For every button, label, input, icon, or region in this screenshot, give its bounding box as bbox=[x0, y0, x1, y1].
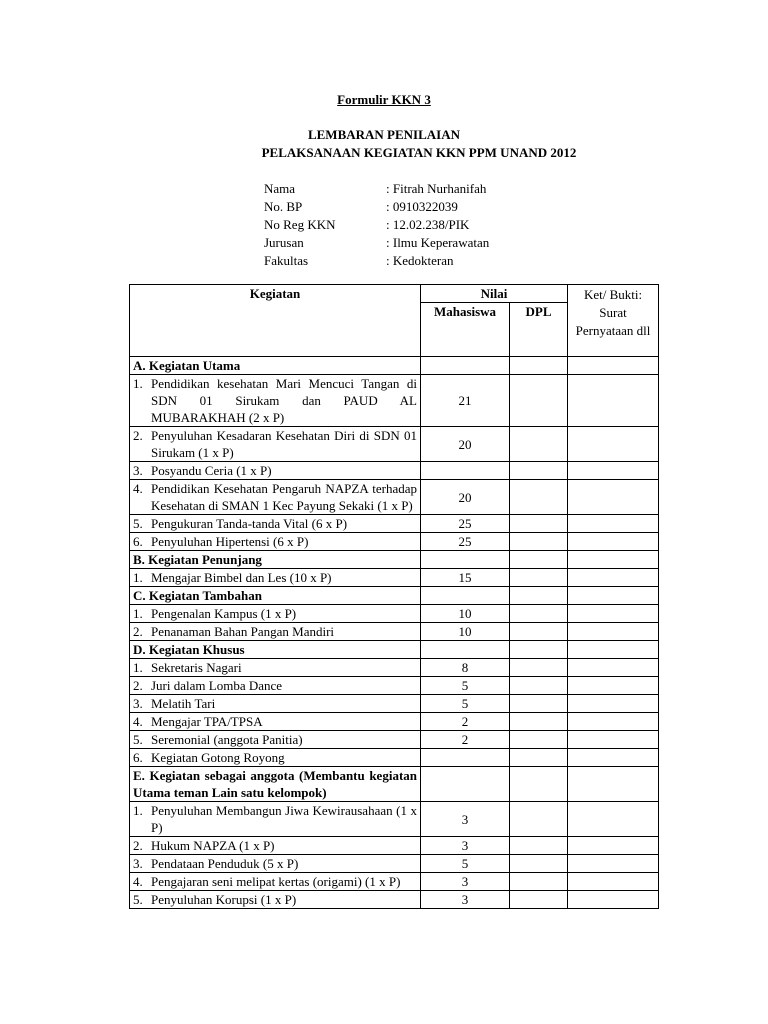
ket-cell bbox=[568, 623, 659, 641]
item-text: Penanaman Bahan Pangan Mandiri bbox=[151, 624, 335, 639]
table-row bbox=[130, 802, 659, 837]
item-number: 1. bbox=[133, 606, 143, 621]
activity-cell bbox=[130, 659, 421, 677]
identity-row-nama bbox=[264, 180, 489, 198]
identity-row-bp bbox=[264, 198, 489, 216]
activity-cell bbox=[130, 873, 421, 891]
identity-label: Nama bbox=[264, 181, 296, 196]
empty-cell bbox=[568, 641, 659, 659]
mahasiswa-score bbox=[421, 462, 510, 480]
empty-cell bbox=[568, 551, 659, 569]
mahasiswa-score: 3 bbox=[421, 891, 510, 909]
item-text: Mengajar Bimbel dan Les (10 x P) bbox=[151, 570, 332, 585]
table-row bbox=[130, 749, 659, 767]
ket-cell bbox=[568, 375, 659, 427]
header-ket: Ket/ Bukti: Surat Pernyataan dll bbox=[568, 285, 659, 357]
ket-cell bbox=[568, 427, 659, 462]
identity-label: No. BP bbox=[264, 199, 303, 214]
item-number: 5. bbox=[133, 516, 143, 531]
mahasiswa-score: 10 bbox=[421, 605, 510, 623]
empty-cell bbox=[510, 767, 568, 802]
dpl-score bbox=[510, 802, 568, 837]
item-text: Melatih Tari bbox=[151, 696, 216, 711]
table-row bbox=[130, 462, 659, 480]
section-row bbox=[130, 767, 659, 802]
ket-cell bbox=[568, 569, 659, 587]
mahasiswa-score: 3 bbox=[421, 802, 510, 837]
item-number: 1. bbox=[133, 376, 143, 391]
mahasiswa-score: 3 bbox=[421, 873, 510, 891]
mahasiswa-score: 15 bbox=[421, 569, 510, 587]
table-row bbox=[130, 605, 659, 623]
activity-cell bbox=[130, 605, 421, 623]
item-number: 1. bbox=[133, 570, 143, 585]
item-text: Sekretaris Nagari bbox=[151, 660, 242, 675]
item-number: 4. bbox=[133, 481, 143, 496]
item-number: 1. bbox=[133, 660, 143, 675]
table-header-row bbox=[130, 285, 659, 303]
identity-label: Jurusan bbox=[264, 235, 304, 250]
form-label: Formulir KKN 3 bbox=[337, 92, 431, 107]
item-number: 1. bbox=[133, 803, 143, 818]
table-row bbox=[130, 677, 659, 695]
empty-cell bbox=[510, 357, 568, 375]
ket-cell bbox=[568, 855, 659, 873]
empty-cell bbox=[421, 767, 510, 802]
activity-cell bbox=[130, 713, 421, 731]
activity-cell bbox=[130, 515, 421, 533]
dpl-score bbox=[510, 623, 568, 641]
item-text: Hukum NAPZA (1 x P) bbox=[151, 838, 275, 853]
table-row bbox=[130, 731, 659, 749]
mahasiswa-score: 5 bbox=[421, 677, 510, 695]
identity-row-fakultas bbox=[264, 252, 489, 270]
header-dpl: DPL bbox=[510, 303, 568, 357]
section-row bbox=[130, 641, 659, 659]
ket-cell bbox=[568, 533, 659, 551]
ket-cell bbox=[568, 731, 659, 749]
table-row bbox=[130, 873, 659, 891]
activity-cell bbox=[130, 533, 421, 551]
item-text: Pendataan Penduduk (5 x P) bbox=[151, 856, 299, 871]
mahasiswa-score: 3 bbox=[421, 837, 510, 855]
item-number: 4. bbox=[133, 874, 143, 889]
activity-cell bbox=[130, 375, 421, 427]
ket-cell bbox=[568, 873, 659, 891]
ket-cell bbox=[568, 695, 659, 713]
item-number: 5. bbox=[133, 732, 143, 747]
mahasiswa-score: 2 bbox=[421, 731, 510, 749]
table-row bbox=[130, 855, 659, 873]
item-text: Pengenalan Kampus (1 x P) bbox=[151, 606, 297, 621]
item-number: 2. bbox=[133, 428, 143, 443]
item-number: 3. bbox=[133, 856, 143, 871]
ket-cell bbox=[568, 480, 659, 515]
activity-cell bbox=[130, 837, 421, 855]
mahasiswa-score: 20 bbox=[421, 427, 510, 462]
activity-cell bbox=[130, 891, 421, 909]
identity-value: : Fitrah Nurhanifah bbox=[386, 181, 487, 196]
ket-cell bbox=[568, 749, 659, 767]
activity-cell bbox=[130, 480, 421, 515]
identity-row-reg bbox=[264, 216, 489, 234]
identity-label: Fakultas bbox=[264, 253, 309, 268]
mahasiswa-score bbox=[421, 749, 510, 767]
table-row bbox=[130, 695, 659, 713]
ket-cell bbox=[568, 462, 659, 480]
activity-cell bbox=[130, 462, 421, 480]
ket-cell bbox=[568, 515, 659, 533]
mahasiswa-score: 2 bbox=[421, 713, 510, 731]
mahasiswa-score: 8 bbox=[421, 659, 510, 677]
activity-cell bbox=[130, 695, 421, 713]
ket-cell bbox=[568, 713, 659, 731]
activity-cell bbox=[130, 427, 421, 462]
header-mahasiswa: Mahasiswa bbox=[421, 303, 510, 357]
table-row bbox=[130, 713, 659, 731]
identity-value: : Kedokteran bbox=[386, 253, 454, 268]
dpl-score bbox=[510, 569, 568, 587]
dpl-score bbox=[510, 659, 568, 677]
mahasiswa-score: 5 bbox=[421, 695, 510, 713]
item-text: Penyuluhan Hipertensi (6 x P) bbox=[151, 534, 309, 549]
identity-value: : 12.02.238/PIK bbox=[386, 217, 470, 232]
empty-cell bbox=[568, 587, 659, 605]
ket-cell bbox=[568, 891, 659, 909]
dpl-score bbox=[510, 891, 568, 909]
table-row bbox=[130, 515, 659, 533]
dpl-score bbox=[510, 480, 568, 515]
item-number: 2. bbox=[133, 678, 143, 693]
activity-cell bbox=[130, 749, 421, 767]
activity-cell bbox=[130, 677, 421, 695]
item-text: Posyandu Ceria (1 x P) bbox=[151, 463, 272, 478]
ket-cell bbox=[568, 659, 659, 677]
mahasiswa-score: 20 bbox=[421, 480, 510, 515]
item-number: 2. bbox=[133, 838, 143, 853]
item-text: Pendidikan kesehatan Mari Mencuci Tangan di SDN 01 Sirukam dan PAUD AL MUBARAKHAH (2 x P) bbox=[151, 376, 417, 425]
activity-cell bbox=[130, 623, 421, 641]
dpl-score bbox=[510, 533, 568, 551]
dpl-score bbox=[510, 731, 568, 749]
empty-cell bbox=[421, 587, 510, 605]
mahasiswa-score: 21 bbox=[421, 375, 510, 427]
empty-cell bbox=[421, 641, 510, 659]
dpl-score bbox=[510, 837, 568, 855]
table-row bbox=[130, 891, 659, 909]
mahasiswa-score: 25 bbox=[421, 533, 510, 551]
dpl-score bbox=[510, 749, 568, 767]
ket-cell bbox=[568, 605, 659, 623]
header-nilai: Nilai bbox=[421, 285, 568, 303]
item-text: Penyuluhan Korupsi (1 x P) bbox=[151, 892, 297, 907]
section-row bbox=[130, 357, 659, 375]
dpl-score bbox=[510, 515, 568, 533]
dpl-score bbox=[510, 605, 568, 623]
dpl-score bbox=[510, 713, 568, 731]
dpl-score bbox=[510, 695, 568, 713]
table-row bbox=[130, 837, 659, 855]
table-row bbox=[130, 375, 659, 427]
document-subtitle: PELAKSANAAN KEGIATAN KKN PPM UNAND 2012 bbox=[261, 145, 577, 160]
item-text: Pendidikan Kesehatan Pengaruh NAPZA terhadap Kesehatan di SMAN 1 Kec Payung Sekaki (1 x P) bbox=[151, 481, 417, 513]
section-title: D. Kegiatan Khusus bbox=[130, 641, 421, 659]
item-number: 3. bbox=[133, 696, 143, 711]
item-number: 4. bbox=[133, 714, 143, 729]
section-row bbox=[130, 551, 659, 569]
empty-cell bbox=[568, 767, 659, 802]
empty-cell bbox=[510, 551, 568, 569]
identity-block bbox=[264, 180, 489, 270]
item-text: Juri dalam Lomba Dance bbox=[151, 678, 283, 693]
item-text: Penyuluhan Membangun Jiwa Kewirausahaan (1 x P) bbox=[151, 803, 417, 835]
item-text: Penyuluhan Kesadaran Kesehatan Diri di SDN 01 Sirukam (1 x P) bbox=[151, 428, 417, 460]
section-row bbox=[130, 587, 659, 605]
identity-value: : Ilmu Keperawatan bbox=[386, 235, 490, 250]
table-row bbox=[130, 427, 659, 462]
table-row bbox=[130, 533, 659, 551]
item-number: 5. bbox=[133, 892, 143, 907]
mahasiswa-score: 25 bbox=[421, 515, 510, 533]
item-text: Pengajaran seni melipat kertas (origami) (1 x P) bbox=[151, 874, 401, 889]
item-text: Mengajar TPA/TPSA bbox=[151, 714, 263, 729]
identity-row-jurusan bbox=[264, 234, 489, 252]
empty-cell bbox=[568, 357, 659, 375]
empty-cell bbox=[421, 551, 510, 569]
assessment-table bbox=[129, 284, 659, 909]
item-text: Seremonial (anggota Panitia) bbox=[151, 732, 303, 747]
item-number: 6. bbox=[133, 534, 143, 549]
activity-cell bbox=[130, 731, 421, 749]
mahasiswa-score: 5 bbox=[421, 855, 510, 873]
table-row bbox=[130, 623, 659, 641]
item-text: Pengukuran Tanda-tanda Vital (6 x P) bbox=[151, 516, 348, 531]
item-number: 2. bbox=[133, 624, 143, 639]
table-row bbox=[130, 569, 659, 587]
dpl-score bbox=[510, 375, 568, 427]
empty-cell bbox=[421, 357, 510, 375]
activity-cell bbox=[130, 802, 421, 837]
activity-cell bbox=[130, 855, 421, 873]
identity-label: No Reg KKN bbox=[264, 217, 336, 232]
dpl-score bbox=[510, 462, 568, 480]
dpl-score bbox=[510, 427, 568, 462]
table-row bbox=[130, 659, 659, 677]
section-title: E. Kegiatan sebagai anggota (Membantu kegiatan Utama teman Lain satu kelompok) bbox=[130, 767, 421, 802]
dpl-score bbox=[510, 677, 568, 695]
section-title: B. Kegiatan Penunjang bbox=[130, 551, 421, 569]
section-title: A. Kegiatan Utama bbox=[130, 357, 421, 375]
section-title: C. Kegiatan Tambahan bbox=[130, 587, 421, 605]
ket-cell bbox=[568, 837, 659, 855]
document-title: LEMBARAN PENILAIAN bbox=[307, 127, 461, 142]
item-number: 6. bbox=[133, 750, 143, 765]
header-kegiatan: Kegiatan bbox=[130, 285, 421, 357]
dpl-score bbox=[510, 855, 568, 873]
item-number: 3. bbox=[133, 463, 143, 478]
table-row bbox=[130, 480, 659, 515]
mahasiswa-score: 10 bbox=[421, 623, 510, 641]
dpl-score bbox=[510, 873, 568, 891]
item-text: Kegiatan Gotong Royong bbox=[151, 750, 285, 765]
empty-cell bbox=[510, 641, 568, 659]
ket-cell bbox=[568, 802, 659, 837]
empty-cell bbox=[510, 587, 568, 605]
identity-value: : 0910322039 bbox=[386, 199, 458, 214]
ket-cell bbox=[568, 677, 659, 695]
activity-cell bbox=[130, 569, 421, 587]
